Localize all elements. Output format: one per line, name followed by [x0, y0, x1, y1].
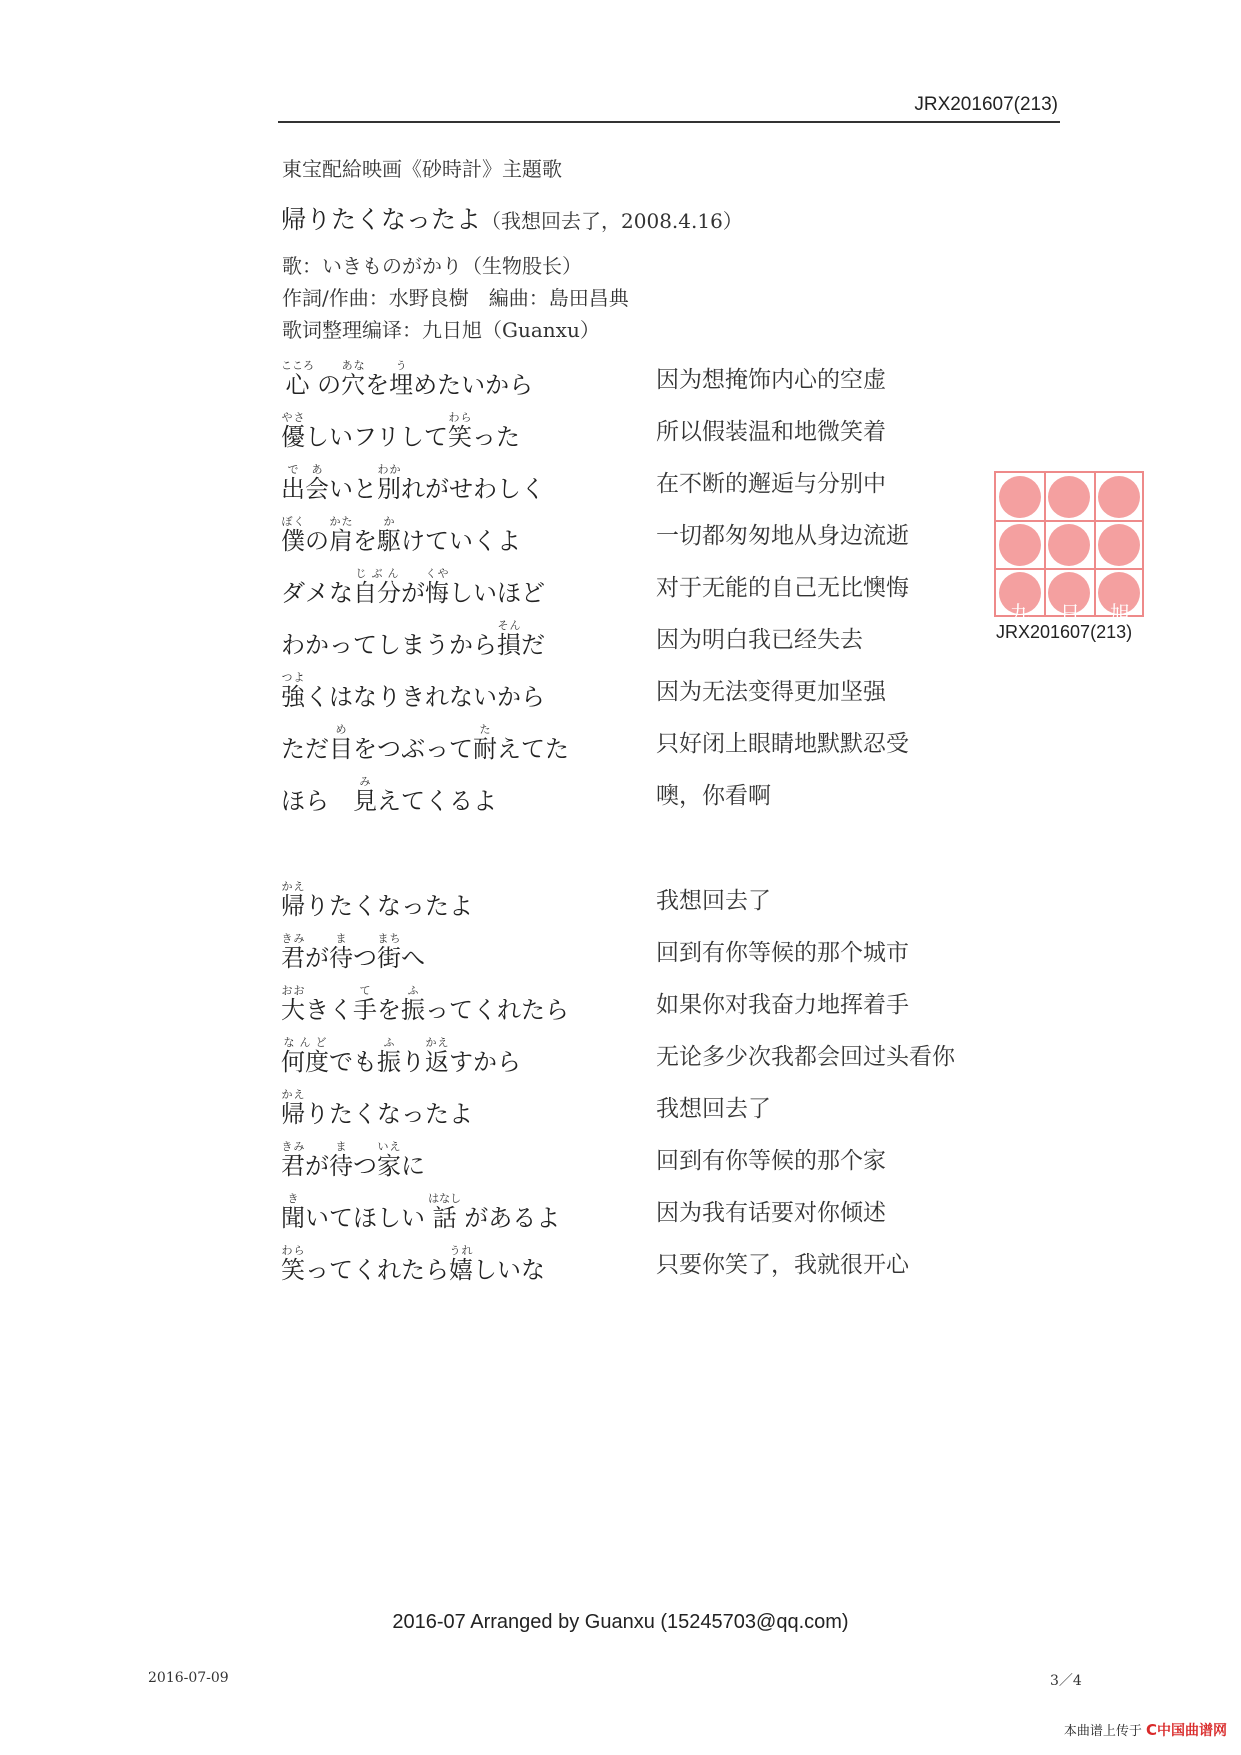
lyric-row [0, 1074, 1241, 1130]
kanji-with-furigana [329, 723, 353, 763]
kanji-with-furigana [377, 515, 401, 555]
kanji-with-furigana [377, 1140, 401, 1180]
kanji: 別 [377, 475, 401, 503]
lyric-japanese [281, 723, 569, 764]
kanji-with-furigana [497, 619, 521, 659]
kana-text: いてほしい [305, 1204, 433, 1232]
furigana: かえ [281, 880, 305, 893]
furigana: きみ [281, 932, 305, 945]
furigana: かえ [425, 1036, 449, 1049]
kanji: 振 [401, 996, 425, 1024]
kana-text: ってくれたら [305, 1256, 449, 1284]
furigana: ま [329, 1140, 353, 1153]
kana-text: だ [521, 631, 545, 659]
furigana: き [281, 1192, 305, 1205]
kanji-with-furigana [329, 932, 353, 972]
kana-text: つ [353, 944, 377, 972]
lyric-chinese: 因为无法变得更加坚强 [656, 679, 886, 705]
kanji: 笑 [281, 1256, 305, 1284]
furigana: やさ [281, 411, 305, 424]
kana-text: に [401, 1152, 425, 1180]
lyric-row [0, 1126, 1241, 1182]
kanji: 肩 [329, 527, 353, 555]
kanji-with-furigana [329, 1140, 353, 1180]
lyric-chinese: 只要你笑了，我就很开心 [656, 1252, 909, 1278]
kanji-with-furigana [329, 515, 353, 555]
site-name: 中国曲谱网 [1157, 1723, 1227, 1739]
lyric-chinese: 因为想掩饰内心的空虚 [656, 367, 886, 393]
kanji: 帰 [281, 1100, 305, 1128]
seal-char: 九 [1010, 601, 1030, 625]
lyric-chinese: 回到有你等候的那个家 [656, 1148, 886, 1174]
lyric-row [0, 345, 1241, 401]
kanji: 耐 [473, 735, 497, 763]
furigana: ぼく [281, 515, 305, 528]
lyric-row [0, 709, 1241, 765]
lyric-japanese [281, 411, 520, 452]
lyric-japanese [281, 359, 533, 400]
kanji: 自分 [353, 579, 401, 607]
kanji: 悔 [425, 579, 449, 607]
page-number: 3／4 [1050, 1673, 1082, 1689]
lyric-row [0, 918, 1241, 974]
kanji-with-furigana [425, 1036, 449, 1076]
kanji: 見 [353, 787, 377, 815]
kanji-with-furigana [281, 1244, 305, 1284]
kanji: 返 [425, 1048, 449, 1076]
kanji: 話 [428, 1204, 462, 1232]
kana-text: ただ [281, 735, 329, 763]
lyric-japanese [281, 1036, 521, 1077]
kanji-with-furigana [377, 463, 401, 503]
arranged-by: 2016-07 Arranged by Guanxu (15245703@qq.com) [392, 1611, 849, 1633]
kana-text: しいフリして [305, 423, 449, 451]
kanji-with-furigana [281, 359, 314, 399]
lyric-row [0, 761, 1241, 817]
kanji-with-furigana [281, 932, 305, 972]
furigana: た [473, 723, 497, 736]
kana-text: が [401, 579, 425, 607]
lyric-japanese [281, 515, 521, 556]
furigana: こころ [281, 359, 314, 372]
lyric-japanese [281, 1244, 545, 1285]
site-logo-icon: C [1145, 1721, 1157, 1739]
song-title [281, 200, 743, 236]
furigana: きみ [281, 1140, 305, 1153]
kanji: 出会 [281, 475, 329, 503]
lyric-japanese [281, 463, 545, 504]
lyric-japanese [281, 1140, 425, 1181]
kana-text: をつぶって [353, 735, 473, 763]
kanji-with-furigana [353, 775, 377, 815]
lyric-japanese [281, 671, 545, 712]
kana-text: りたくなったよ [305, 892, 473, 920]
kanji-with-furigana [281, 411, 305, 451]
kanji: 待 [329, 1152, 353, 1180]
seal-char: 旭 [1110, 601, 1130, 625]
kanji: 聞 [281, 1204, 305, 1232]
lyric-japanese [281, 932, 425, 973]
lyric-chinese: 因为明白我已经失去 [656, 627, 863, 653]
kanji-with-furigana [473, 723, 497, 763]
lyric-row [0, 866, 1241, 922]
furigana: わら [448, 411, 473, 424]
upload-text: 本曲谱上传于 [1063, 1724, 1142, 1739]
kana-text: つ [353, 1152, 377, 1180]
kanji: 君 [281, 944, 305, 972]
kana-text: を [365, 371, 390, 399]
lyric-japanese [281, 1088, 473, 1129]
furigana: つよ [281, 671, 305, 684]
song-title-sub: （我想回去了，2008.4.16） [481, 209, 743, 233]
kanji-with-furigana [425, 567, 449, 607]
kana-text: が [305, 1152, 329, 1180]
kana-text: の [305, 527, 329, 555]
kanji: 埋 [389, 371, 414, 399]
kana-text: の [309, 371, 342, 399]
kana-text: くはなりきれないから [305, 683, 545, 711]
kana-text: りたくなったよ [305, 1100, 473, 1128]
lyric-japanese [281, 775, 497, 816]
kanji: 笑 [448, 423, 473, 451]
kanji-with-furigana [377, 932, 401, 972]
lyric-row [0, 657, 1241, 713]
lyric-chinese: 所以假装温和地微笑着 [656, 419, 886, 445]
lyric-row [0, 970, 1241, 1026]
kana-text: いと [329, 475, 377, 503]
furigana: う [389, 359, 414, 372]
kanji-with-furigana [449, 1244, 473, 1284]
furigana: じぶん [353, 567, 401, 580]
lyric-japanese [281, 619, 545, 660]
kana-text: ほら [281, 787, 353, 815]
kanji: 嬉 [449, 1256, 473, 1284]
kanji: 君 [281, 1152, 305, 1180]
kanji: 穴 [341, 371, 366, 399]
kanji: 街 [377, 944, 401, 972]
lyric-chinese: 对于无能的自己无比懊悔 [656, 575, 909, 601]
doc-id: JRX201607(213) [914, 94, 1058, 115]
stamp-id: JRX201607(213) [996, 622, 1133, 642]
furigana: あな [341, 359, 366, 372]
translator-line: 歌词整理编译：九日旭（Guanxu） [282, 318, 600, 342]
kana-text: めたいから [413, 371, 534, 399]
kanji: 帰 [281, 892, 305, 920]
kana-text: でも [329, 1048, 377, 1076]
lyric-chinese: 因为我有话要对你倾述 [656, 1200, 886, 1226]
kana-text: けていくよ [401, 527, 521, 555]
credits-line: 作詞/作曲：水野良樹 編曲：島田昌典 [282, 286, 629, 310]
furigana: くや [425, 567, 449, 580]
kana-text: を [353, 527, 377, 555]
kana-text: わかってしまうから [281, 631, 497, 659]
kanji-with-furigana [281, 1088, 305, 1128]
kanji-with-furigana [281, 515, 305, 555]
furigana: うれ [449, 1244, 473, 1257]
kana-text: れがせわしく [401, 475, 545, 503]
lyric-chinese: 我想回去了 [656, 1096, 771, 1122]
kana-text: すから [449, 1048, 521, 1076]
furigana: いえ [377, 1140, 401, 1153]
lyric-row [0, 397, 1241, 453]
lyric-chinese: 无论多少次我都会回过头看你 [656, 1044, 955, 1070]
kanji-with-furigana [448, 411, 473, 451]
song-title-main: 帰りたくなったよ [281, 205, 482, 234]
lyric-japanese [281, 984, 569, 1025]
lyric-japanese [281, 567, 545, 608]
kanji-with-furigana [281, 671, 305, 711]
kana-text: えてくるよ [377, 787, 497, 815]
kana-text: った [472, 423, 521, 451]
kana-text: しいほど [449, 579, 545, 607]
furigana: であ [281, 463, 329, 476]
furigana: ふ [401, 984, 425, 997]
kanji-with-furigana [389, 359, 414, 399]
kana-text: り [401, 1048, 425, 1076]
kana-text: へ [401, 944, 425, 972]
kanji: 目 [329, 735, 353, 763]
lyric-chinese: 回到有你等候的那个城市 [656, 940, 909, 966]
kanji-with-furigana [428, 1192, 462, 1232]
kana-text: えてた [497, 735, 569, 763]
furigana: かえ [281, 1088, 305, 1101]
lyric-chinese: 噢，你看啊 [656, 783, 771, 809]
lyric-row [0, 1022, 1241, 1078]
lyric-row [0, 1230, 1241, 1286]
furigana: か [377, 515, 401, 528]
furigana: て [353, 984, 377, 997]
kanji-with-furigana [281, 880, 305, 920]
kanji-with-furigana [281, 463, 329, 503]
lyric-chinese: 只好闭上眼睛地默默忍受 [656, 731, 909, 757]
kanji: 損 [497, 631, 521, 659]
lyric-chinese: 我想回去了 [656, 888, 771, 914]
upload-note [1064, 1720, 1227, 1740]
kanji: 何度 [281, 1048, 329, 1076]
kana-text: が [305, 944, 329, 972]
kanji: 強 [281, 683, 305, 711]
kana-text: ダメな [281, 579, 353, 607]
seal-char: 日 [1060, 601, 1080, 625]
kana-text: きく [305, 996, 353, 1024]
lyric-chinese: 如果你对我奋力地挥着手 [656, 992, 909, 1018]
kanji-with-furigana [281, 984, 305, 1024]
kanji: 待 [329, 944, 353, 972]
furigana: ふ [377, 1036, 401, 1049]
kanji: 心 [281, 371, 314, 399]
furigana: そん [497, 619, 521, 632]
lyric-chinese: 在不断的邂逅与分别中 [656, 471, 886, 497]
furigana: はなし [428, 1192, 462, 1205]
kanji: 大 [281, 996, 305, 1024]
film-line: 東宝配給映画《砂時計》主題歌 [282, 157, 562, 181]
furigana: め [329, 723, 353, 736]
kanji: 駆 [377, 527, 401, 555]
kanji-with-furigana [401, 984, 425, 1024]
kanji: 優 [281, 423, 305, 451]
kana-text: を [377, 996, 401, 1024]
print-date: 2016-07-09 [148, 1670, 229, 1686]
kana-text: があるよ [456, 1204, 561, 1232]
furigana: わか [377, 463, 401, 476]
kanji-with-furigana [341, 359, 366, 399]
kanji: 振 [377, 1048, 401, 1076]
kanji-with-furigana [281, 1192, 305, 1232]
kanji: 僕 [281, 527, 305, 555]
furigana: おお [281, 984, 305, 997]
header-rule [278, 121, 1060, 123]
kana-text: ってくれたら [425, 996, 569, 1024]
kanji-with-furigana [377, 1036, 401, 1076]
furigana: み [353, 775, 377, 788]
kanji-with-furigana [281, 1036, 329, 1076]
lyric-row [0, 1178, 1241, 1234]
kanji-with-furigana [281, 1140, 305, 1180]
kanji: 家 [377, 1152, 401, 1180]
furigana: わら [281, 1244, 305, 1257]
kanji-with-furigana [353, 567, 401, 607]
lyric-chinese: 一切都匆匆地从身边流逝 [656, 523, 909, 549]
seal-stamp [994, 471, 1144, 625]
lyric-japanese [281, 1192, 560, 1233]
furigana: ま [329, 932, 353, 945]
kana-text: しいな [473, 1256, 545, 1284]
lyric-japanese [281, 880, 473, 921]
kanji: 手 [353, 996, 377, 1024]
singer-line: 歌：いきものがかり（生物股长） [282, 254, 582, 278]
furigana: まち [377, 932, 401, 945]
furigana: なんど [281, 1036, 329, 1049]
kanji-with-furigana [353, 984, 377, 1024]
furigana: かた [329, 515, 353, 528]
